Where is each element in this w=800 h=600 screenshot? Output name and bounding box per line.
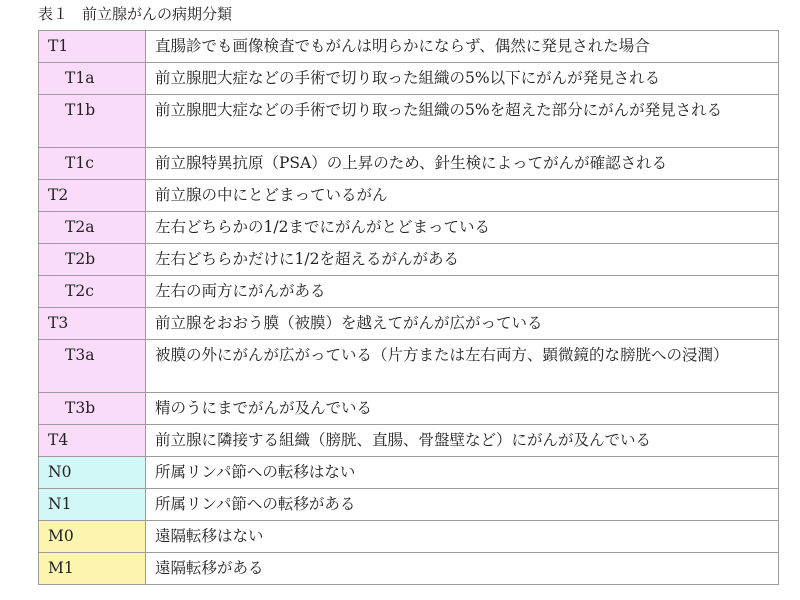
table-row: [39, 489, 779, 521]
table-row: [39, 553, 779, 585]
stage-cell: [39, 393, 146, 425]
description-cell: [146, 340, 779, 393]
stage-cell: [39, 521, 146, 553]
stage-cell: [39, 180, 146, 212]
stage-cell: [39, 212, 146, 244]
stage-description: 前立腺特異抗原（PSA）の上昇のため、針生検によってがんが確認される: [155, 154, 668, 172]
stage-cell: [39, 489, 146, 521]
table-row: [39, 244, 779, 276]
stage-code: T4: [48, 431, 69, 449]
table-row: [39, 521, 779, 553]
stage-cell: [39, 31, 146, 63]
stage-description: 被膜の外にがんが広がっている（片方または左右両方、顕微鏡的な膀胱への浸潤）: [155, 346, 729, 364]
description-cell: [146, 244, 779, 276]
stage-code: N0: [48, 463, 72, 481]
stage-code: M1: [48, 559, 74, 577]
stage-cell: [39, 148, 146, 180]
table-row: [39, 180, 779, 212]
stage-cell: [39, 340, 146, 393]
table-row: [39, 308, 779, 340]
stage-cell: [39, 425, 146, 457]
stage-code: T2b: [65, 250, 96, 268]
description-cell: [146, 276, 779, 308]
stage-cell: [39, 244, 146, 276]
stage-code: T2c: [65, 282, 94, 300]
stage-description: 所属リンパ節への転移がある: [155, 495, 356, 513]
stage-code: T3a: [65, 346, 95, 364]
table-title: 前立腺がんの病期分類: [82, 5, 233, 23]
table-caption: [38, 4, 232, 24]
stage-cell: [39, 63, 146, 95]
stage-code: N1: [48, 495, 72, 513]
stage-code: T3: [48, 314, 69, 332]
table-row: [39, 340, 779, 393]
stage-code: T1: [48, 37, 69, 55]
stage-description: 直腸診でも画像検査でもがんは明らかにならず、偶然に発見された場合: [155, 37, 650, 55]
staging-table: [38, 30, 779, 585]
stage-description: 前立腺肥大症などの手術で切り取った組織の5%を超えた部分にがんが発見される: [155, 101, 723, 119]
table-row: [39, 393, 779, 425]
description-cell: [146, 63, 779, 95]
description-cell: [146, 31, 779, 63]
stage-description: 前立腺の中にとどまっているがん: [155, 186, 388, 204]
stage-description: 精のうにまでがんが及んでいる: [155, 399, 373, 417]
table-row: [39, 31, 779, 63]
description-cell: [146, 148, 779, 180]
table-number: 表１: [38, 5, 69, 23]
stage-description: 前立腺をおおう膜（被膜）を越えてがんが広がっている: [155, 314, 543, 332]
stage-description: 前立腺に隣接する組織（膀胱、直腸、骨盤壁など）にがんが及んでいる: [155, 431, 652, 449]
stage-cell: [39, 553, 146, 585]
stage-cell: [39, 457, 146, 489]
stage-description: 遠隔転移がある: [155, 559, 264, 577]
staging-table-body: [39, 31, 779, 585]
stage-description: 遠隔転移はない: [155, 527, 264, 545]
table-row: [39, 148, 779, 180]
stage-description: 所属リンパ節への転移はない: [155, 463, 356, 481]
stage-description: 左右の両方にがんがある: [155, 282, 326, 300]
table-row: [39, 95, 779, 148]
stage-description: 前立腺肥大症などの手術で切り取った組織の5%以下にがんが発見される: [155, 69, 661, 87]
description-cell: [146, 393, 779, 425]
table-row: [39, 63, 779, 95]
description-cell: [146, 95, 779, 148]
stage-code: M0: [48, 527, 74, 545]
description-cell: [146, 308, 779, 340]
table-row: [39, 425, 779, 457]
stage-code: T3b: [65, 399, 96, 417]
stage-code: T2a: [65, 218, 95, 236]
description-cell: [146, 425, 779, 457]
description-cell: [146, 457, 779, 489]
stage-code: T1b: [65, 101, 96, 119]
table-row: [39, 276, 779, 308]
stage-cell: [39, 95, 146, 148]
table-row: [39, 212, 779, 244]
stage-description: 左右どちらかの1/2までにがんがとどまっている: [155, 218, 490, 236]
stage-code: T1c: [65, 154, 94, 172]
description-cell: [146, 521, 779, 553]
table-row: [39, 457, 779, 489]
stage-code: T1a: [65, 69, 95, 87]
stage-code: T2: [48, 186, 69, 204]
description-cell: [146, 180, 779, 212]
description-cell: [146, 489, 779, 521]
description-cell: [146, 553, 779, 585]
stage-cell: [39, 308, 146, 340]
stage-cell: [39, 276, 146, 308]
stage-description: 左右どちらかだけに1/2を超えるがんがある: [155, 250, 459, 268]
description-cell: [146, 212, 779, 244]
